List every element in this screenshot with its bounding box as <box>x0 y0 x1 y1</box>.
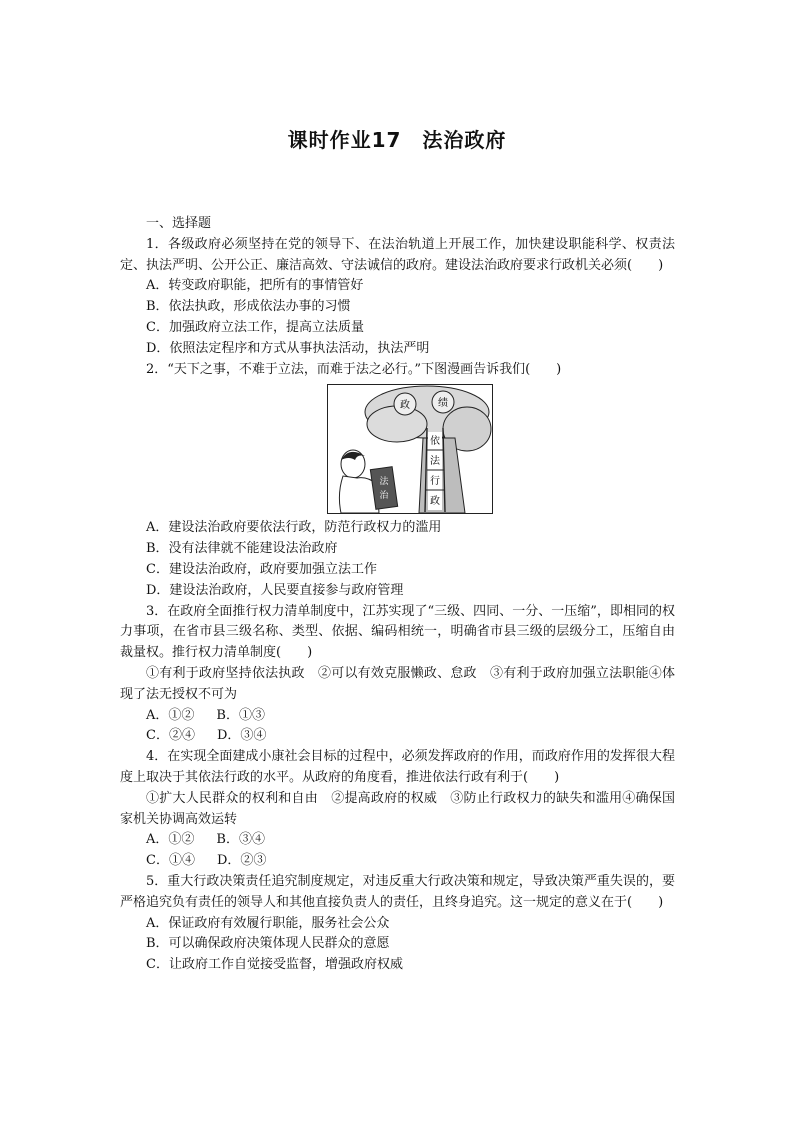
question-4-stem: 4．在实现全面建成小康社会目标的过程中，必须发挥政府的作用，而政府作用的发挥很大程度上取决于其依法行政的水平。从政府的角度看，推进依法行政有利于( ) <box>120 749 675 785</box>
ladder-char-1: 依 <box>430 436 440 448</box>
fruit-1-label: 政 <box>400 400 410 412</box>
section-heading: 一、选择题 <box>146 216 212 231</box>
question-5-option-c: C．让政府工作自觉接受监督，增强政府权威 <box>146 957 403 973</box>
book-char-2: 治 <box>379 491 389 502</box>
question-4-option-a: A．①② <box>146 832 195 848</box>
question-5-option-b: B．可以确保政府决策体现人民群众的意愿 <box>146 936 390 952</box>
question-content <box>120 214 675 976</box>
question-3-option-c: C．②④ <box>146 728 195 744</box>
question-3-options-row-1 <box>120 706 675 727</box>
question-4-option-c: C．①④ <box>146 853 195 869</box>
question-3-option-b: B．①③ <box>216 707 265 723</box>
question-4-option-b: B．③④ <box>216 832 265 848</box>
question-1-option-a: A．转变政府职能，把所有的事情管好 <box>146 278 364 294</box>
question-3-stem: 3．在政府全面推行权力清单制度中，江苏实现了“三级、四同、一分、一压缩”，即相同的权力事项，在省市县三级名称、类型、依据、编码相统一，明确省市县三级的层级分工，压缩自由裁量权。推行权力清单制度( ) <box>120 603 675 661</box>
question-4-items: ①扩大人民群众的权利和自由 ②提高政府的权威 ③防止行政权力的缺失和滥用④确保国家机关协调高效运转 <box>120 790 675 827</box>
ladder-char-2: 法 <box>430 456 440 468</box>
book-char-1: 法 <box>379 477 389 488</box>
question-5-option-a: A．保证政府有效履行职能，服务社会公众 <box>146 915 390 931</box>
question-5-stem: 5．重大行政决策责任追究制度规定，对违反重大行政决策和规定，导致决策严重失误的，要严格追究负有责任的领导人和其他直接负责人的责任，且终身追究。这一规定的意义在于( ) <box>120 873 675 910</box>
question-1-option-b: B．依法执政，形成依法办事的习惯 <box>146 299 351 315</box>
question-2-option-a: A．建设法治政府要依法行政，防范行政权力的滥用 <box>146 520 442 536</box>
fruit-2-label: 绩 <box>438 398 448 410</box>
question-4-options-row-2 <box>120 851 675 872</box>
ladder-char-4: 政 <box>430 496 440 508</box>
question-3-option-a: A．①② <box>146 707 195 723</box>
cartoon-figure <box>327 384 493 514</box>
ladder-char-3: 行 <box>430 476 440 488</box>
question-3-option-d: D．③④ <box>216 728 267 744</box>
cartoon-illustration <box>327 384 493 514</box>
page-title: 课时作业17 法治政府 <box>287 128 507 152</box>
question-2-option-c: C．建设法治政府，政府要加强立法工作 <box>146 561 377 577</box>
question-1-stem: 1．各级政府必须坚持在党的领导下、在法治轨道上开展工作，加快建设职能科学、权责法定、执法严明、公开公正、廉洁高效、守法诚信的政府。建设法治政府要求行政机关必须( ) <box>120 236 675 273</box>
question-2-option-d: D．建设法治政府，人民要直接参与政府管理 <box>146 582 404 598</box>
question-4-options-row-1 <box>120 830 675 851</box>
question-3-options-row-2 <box>120 726 675 747</box>
ladder <box>425 428 445 512</box>
question-2-stem: 2．“天下之事，不难于立法，而难于法之必行。”下图漫画告诉我们( ) <box>146 361 562 377</box>
question-4-option-d: D．②③ <box>216 853 267 869</box>
question-3-items: ①有利于政府坚持依法执政 ②可以有效克服懒政、怠政 ③有利于政府加强立法职能④体现了法无授权不可为 <box>120 665 675 702</box>
question-1-option-d: D．依照法定程序和方式从事执法活动，执法严明 <box>146 340 430 356</box>
question-1-option-c: C．加强政府立法工作，提高立法质量 <box>146 319 364 335</box>
question-2-option-b: B．没有法律就不能建设法治政府 <box>146 541 338 557</box>
